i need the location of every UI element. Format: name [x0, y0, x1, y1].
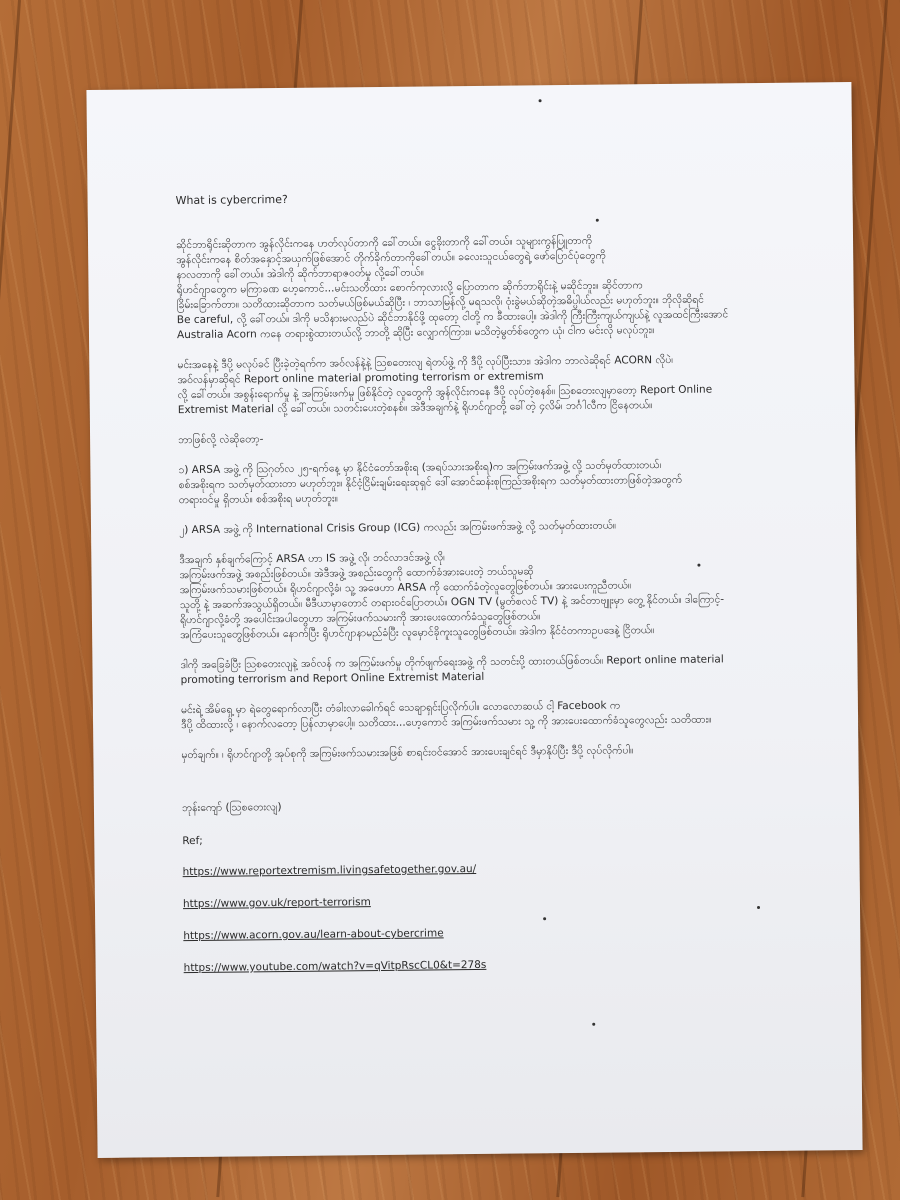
paragraph-reporting: မင်းအနေနဲ့ ဒီပို့ မလုပ်ခင် ပြီးခဲ့တဲ့ရက်က အဝ်လန်နဲ့နဲ့ ဩစတေးလျ ရဲတပ်ဖွဲ့ ကို ဒီပို့ လုပ်ပြီးသား၊ အဲဒါက ဘာလဲဆိုရင် ACORN လိုပဲ၊ အဝ်လန်မှာဆိုရင် Report online material promoting terrorism or extremism လို့ ခေါ်တယ်။ အစွန်းရောက်မှု နဲ့ အကြမ်းဖက်မှု ဖြစ်နိုင်တဲ့ လူတွေကို အွန်လိုင်းကနေ ဒီပို့ လုပ်တဲ့စနစ်။ ဩစတေးလျမှာတော့ Report Online Extremist Material လို့ ခေါ်တယ်။ သတင်းပေးတဲ့စနစ်။ အဲဒီအချက်နဲ့ ရိုဟင်ဂျာတို့ ခေါ်တဲ့ ၄လိမ်၊ ဘင်္ဂါလီက ငြိနေတယ်။ — [177, 353, 713, 417]
paragraph-point-one: ၁) ARSA အဖွဲ့ ကို ဩဂုတ်လ ၂၅-ရက်နေ့ မှာ နိုင်ငံတော်အစိုးရ (အရပ်သားအစိုးရ)က အကြမ်းဖက်အဖွဲ့ လို့ သတ်မှတ်ထားတယ်၊ စစ်အစိုးရက သတ်မှတ်ထားတာ မဟုတ်ဘူး။ နိုင်ငံ့ငြိမ်းချမ်းရေးဆုရှင် ဒေါ်အောင်ဆန်းစုကြည်အစိုးရက သတ်မှတ်ထားတာဖြစ်တဲ့အတွက် တရားဝင်မှု ရှိတယ်။ စစ်အစိုးရ မဟုတ်ဘူး။ — [178, 459, 683, 507]
reference-link: https://www.youtube.com/watch?v=qVitpRscCL0&t=278s — [183, 958, 487, 975]
paragraph-report-basis: ဒါကို အခြေခံပြီး ဩစတေးလျနဲ့ အဝ်လန် က အကြမ်းဖက်မှု တိုက်ဖျက်ရေးအဖွဲ့ ကို သတင်းပို့ ထားတယ်ဖြစ်တယ်။ Report online material promoting terrorism and Report Online Extremist Material — [180, 653, 724, 687]
paragraph-warning: မင်းရဲ့ အိမ်ရှေ့ မှာ ရဲတွေရောက်လာပြီး တံခါးလာခေါက်ရင် သေချာရှင်းပြလိုက်ပါ။ လောလောဆယ် ငါ့ Facebook က ဒီပို့ ထိထားလို့ ၊ နောက်လတော့ ပြန်လာမှာပေါ့။ သတိထား...ဟေ့ကောင် အကြမ်းဖက်သမား သူ့ ကို အားပေးထောက်ခံသူတွေလည်း သတိထား။ — [180, 699, 712, 732]
document-body — [176, 187, 764, 993]
paragraph-consequence: ဒီအချက် နှစ်ချက်ကြောင့် ARSA ဟာ IS အဖွဲ့ လို၊ ဘင်လာဒင်အဖွဲ့ လို၊ အကြမ်းဖက်အဖွဲ့ အစည်းဖြစ်တယ်။ အဲဒီအဖွဲ့ အစည်းတွေကို ထောက်ခံအားပေးတဲ့ ဘယ်သူမဆို အကြမ်းဖက်သမားဖြစ်တယ်။ ရိုဟင်ဂျာလို့ခံ၊ သူ့ အဖေဟာ ARSA ကို ထောက်ခံတဲ့လူတွေဖြစ်တယ်။ အားပေးကူညီတယ်။ သူတို့ နဲ့ အဆက်အသွယ်ရှိတယ်။ မီဒီယာမှာတောင် တရားဝင်ပြောတယ်။ OGN TV (မွတ်စလင် TV) နဲ့ အင်တာဗျူးမှာ တွေ့ နိုင်တယ်။ ဒါကြောင့်- ရိုဟင်ဂျာလို့ခံတို့ အပေါင်းအပါတွေဟာ အကြမ်းဖက်သမားကို အားပေးထောက်ခံသူတွေဖြစ်တယ်။ အကြံပေးသူတွေဖြစ်တယ်။ နောက်ပြီး ရိုဟင်ဂျာနာမည်ခံပြီး လူမှောင်ခိုကူးသူတွေဖြစ်တယ်။ အဲဒါက နိုင်ငံတကာဥပဒေနဲ့ ငြိတယ်။ — [179, 551, 725, 642]
document-title: What is cybercrime? — [175, 192, 288, 208]
ink-speck — [592, 1023, 595, 1026]
references-label: Ref; — [182, 834, 203, 848]
reference-link: https://www.acorn.gov.au/learn-about-cybercrime — [183, 927, 444, 943]
ink-speck — [539, 99, 542, 102]
printed-sheet — [86, 82, 862, 1158]
paragraph-note: မှတ်ချက်။ ၊ ရိုဟင်ဂျာတို့ အုပ်စုကို အကြမ်းဖက်သမားအဖြစ် စာရင်းဝင်အောင် အားပေးချင်ရင် ဒီမှာနိုပ်ပြီး ဒီပို့ လုပ်လိုက်ပါ။ — [181, 744, 634, 762]
paragraph-point-two: ၂) ARSA အဖွဲ့ ကို International Crisis Group (ICG) ကလည်း အကြမ်းဖက်အဖွဲ့ လို့ သတ်မှတ်ထားတယ်။ — [178, 519, 617, 537]
reference-link: https://www.reportextremism.livingsafetogether.gov.au/ — [182, 862, 477, 879]
document-author: ဘုန်းကျော် (ဩစတေးလျ) — [181, 801, 282, 815]
paragraph-intro: ဆိုင်ဘာရိုင်းဆိုတာက အွန်လိုင်းကနေ ဟတ်လုပ်တာကို ခေါ်တယ်။ ငွေခိုးတာကို ခေါ်တယ်။ သူများကွန်ပြူတာကို အွန်လိုင်းကနေ စိတ်အနှောင့်အယှက်ဖြစ်အောင် တိုက်ခိုက်တာကိုခေါ်တယ်။ ခလေးသူငယ်တွေရဲ့ ဖော်ပြောင်ပုံတွေကို နာလတာကို ခေါ်တယ်။ အဲဒါကို ဆိုက်ဘာရာဇဝတ်မှု လို့ခေါ်တယ်။ ရိုဟင်ဂျာတွေက မကြာခဏ ဟေ့ကောင်...မင်းသတိထား စောက်ကုလားလို့ ပြောတာက ဆိုက်ဘာရိုင်းနဲ့ မဆိုင်ဘူး။ ဆိုင်တာက ခြိမ်းခြောက်တာ။ သတိထားဆိုတာက သတ်မယ်ဖြစ်မယ်ဆိုပြီး ၊ ဘာသာမြန်လို့ မရသလို၊ ဝုံးခွဲမယ်ဆိုတဲ့အဓိပ္ပါယ်လည်း မဟုတ်ဘူး။ ဘိုလိုဆိုရင် Be careful, လို့ ခေါ်တယ်။ ဒါကို မသိနားမလည်ပဲ ဆိုင်ဘာနိုင်ဖို့ ထုတော့ ငါတို့ က ခီထားပေါ့။ အဲဒါကို ကြီးကြီးကျယ်ကျယ်နဲ့ လူအထင်ကြီးအောင် Australia Acorn ကနေ တရားစွဲထားတယ်လို့ ဘာတို့ ဆိုပြီး လျှောက်ကြား။ မသိတဲ့မွတ်စ်တွေက ယုံ၊ ငါက မင်းလို မလုပ်ဘူး။ — [175, 234, 729, 342]
paragraph-why: ဘာဖြစ်လို့ လဲဆိုတော့- — [178, 433, 264, 447]
reference-link: https://www.gov.uk/report-terrorism — [182, 896, 371, 911]
plank-seam — [0, 0, 21, 1197]
